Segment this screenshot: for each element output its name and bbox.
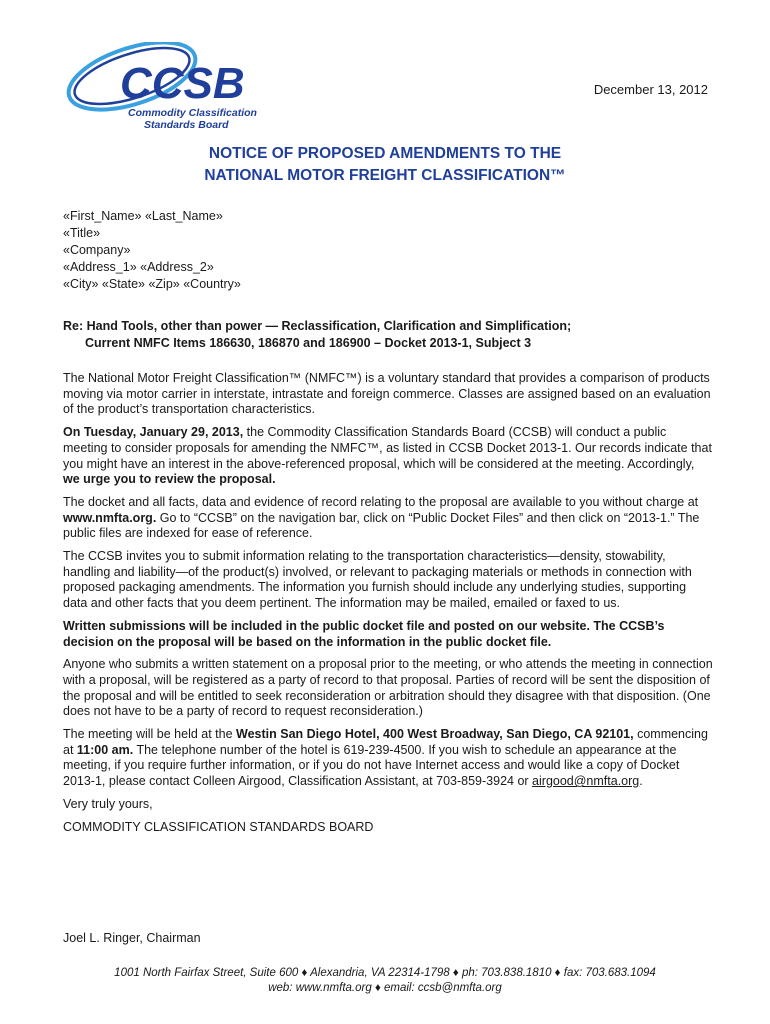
location-intro: The meeting will be held at the [63,727,237,742]
ccsb-logo [60,42,260,134]
meeting-venue: Westin San Diego Hotel, 400 West Broadway, San Diego, CA 92101, [236,727,634,742]
footer-address: 1001 North Fairfax Street, Suite 600 ♦ Alexandria, VA 22314-1798 ♦ ph: 703.838.1810 ♦ fax: 703.683.1094 [114,967,656,979]
logo-swoosh-graphic [60,42,260,134]
letter-body [63,371,713,842]
letterhead-footer [0,966,770,996]
subject-line1: Re: Hand Tools, other than power — Reclassification, Clarification and Simplification; [63,319,572,333]
location-end: . [639,774,643,789]
address-line: «First_Name» «Last_Name» [63,209,223,223]
notice-title-line2: NATIONAL MOTOR FREIGHT CLASSIFICATION™ [204,167,566,184]
notice-title-line1: NOTICE OF PROPOSED AMENDMENTS TO THE [208,145,562,162]
logo-acronym: CCSB [120,59,245,108]
website-link[interactable]: www.nmfta.org. [63,510,157,525]
footer-contact: web: www.nmfta.org ♦ email: ccsb@nmfta.org [268,982,502,994]
recipient-address [63,208,241,293]
location-details: The telephone number of the hotel is 619-239-4500. If you wish to schedule an appearance at the meeting, if you require further information, or if you do not have Internet access and would like a copy of Docket 2013-1, please contact Colleen Airgood, Classification Assistant, at 703-859-3924 or [63,742,680,789]
closing: Very truly yours, [63,796,153,811]
contact-email-link[interactable]: airgood@nmfta.org [532,774,640,789]
paragraph-written-submissions: Written submissions will be included in the public docket file and posted on our website. The CCSB’s decision on the proposal will be based on the information in the public docket file. [63,618,665,649]
subject-line2: Current NMFC Items 186630, 186870 and 186900 – Docket 2013-1, Subject 3 [85,336,532,350]
paragraph-meeting-notice [63,425,713,488]
location-mid: commencing at [63,727,708,757]
organization-name: COMMODITY CLASSIFICATION STANDARDS BOARD [63,819,374,834]
letter-date: December 13, 2012 [593,82,708,97]
paragraph-docket-access [63,495,713,542]
logo-name-line2: Standards Board [144,119,229,131]
subject-line [63,318,571,352]
paragraph-intro: The National Motor Freight Classification™ (NMFC™) is a voluntary standard that provides a comparison of products moving via motor carrier in interstate, intrastate and foreign commerce. Classes are assigned based on an evaluation of the product’s transportation characteristics. [63,371,711,417]
notice-title [0,143,770,187]
review-urge: we urge you to review the proposal. [63,472,276,487]
paragraph-meeting-location [63,727,713,790]
signer-name: Joel L. Ringer, Chairman [63,931,201,945]
paragraph-submissions: The CCSB invites you to submit information relating to the transportation characteristics—density, stowability, handling and liability—of the product(s) involved, or relevant to packaging materials or methods in connection with proposed packaging amendments. The information you furnish should include any underlying studies, supporting data and other facts that you deem pertinent. The information may be mailed, emailed or faxed to us. [63,549,692,611]
address-line: «City» «State» «Zip» «Country» [63,277,241,291]
meeting-time: 11:00 am. [76,742,134,757]
meeting-notice-text: the Commodity Classification Standards Board (CCSB) will conduct a public meeting to consider proposals for amending the NMFC™, as listed in CCSB Docket 2013-1. Our records indicate that you might have an interest in the above-referenced proposal, which will be considered at the meeting. Accordingly, [63,425,712,471]
address-line: «Company» [63,243,131,257]
address-line: «Address_1» «Address_2» [63,260,214,274]
logo-name-line1: Commodity Classification [128,107,257,119]
docket-access-instructions: Go to “CCSB” on the navigation bar, click on “Public Docket Files” and then click on “2013-1.” The public files are indexed for ease of reference. [63,510,700,541]
meeting-date-lead: On Tuesday, January 29, 2013, [63,425,244,440]
paragraph-party-of-record: Anyone who submits a written statement on a proposal prior to the meeting, or who attends the meeting in connection with a proposal, will be registered as a party of record to that proposal. Parties of record will be sent the disposition of the proposal and will be entitled to seek reconsideration or arbitration should they disagree with that disposition. (One does not have to be a party of record to request reconsideration.) [63,657,713,719]
address-line: «Title» [63,226,101,240]
docket-access-text: The docket and all facts, data and evidence of record relating to the proposal are available to you without charge at [63,494,699,509]
